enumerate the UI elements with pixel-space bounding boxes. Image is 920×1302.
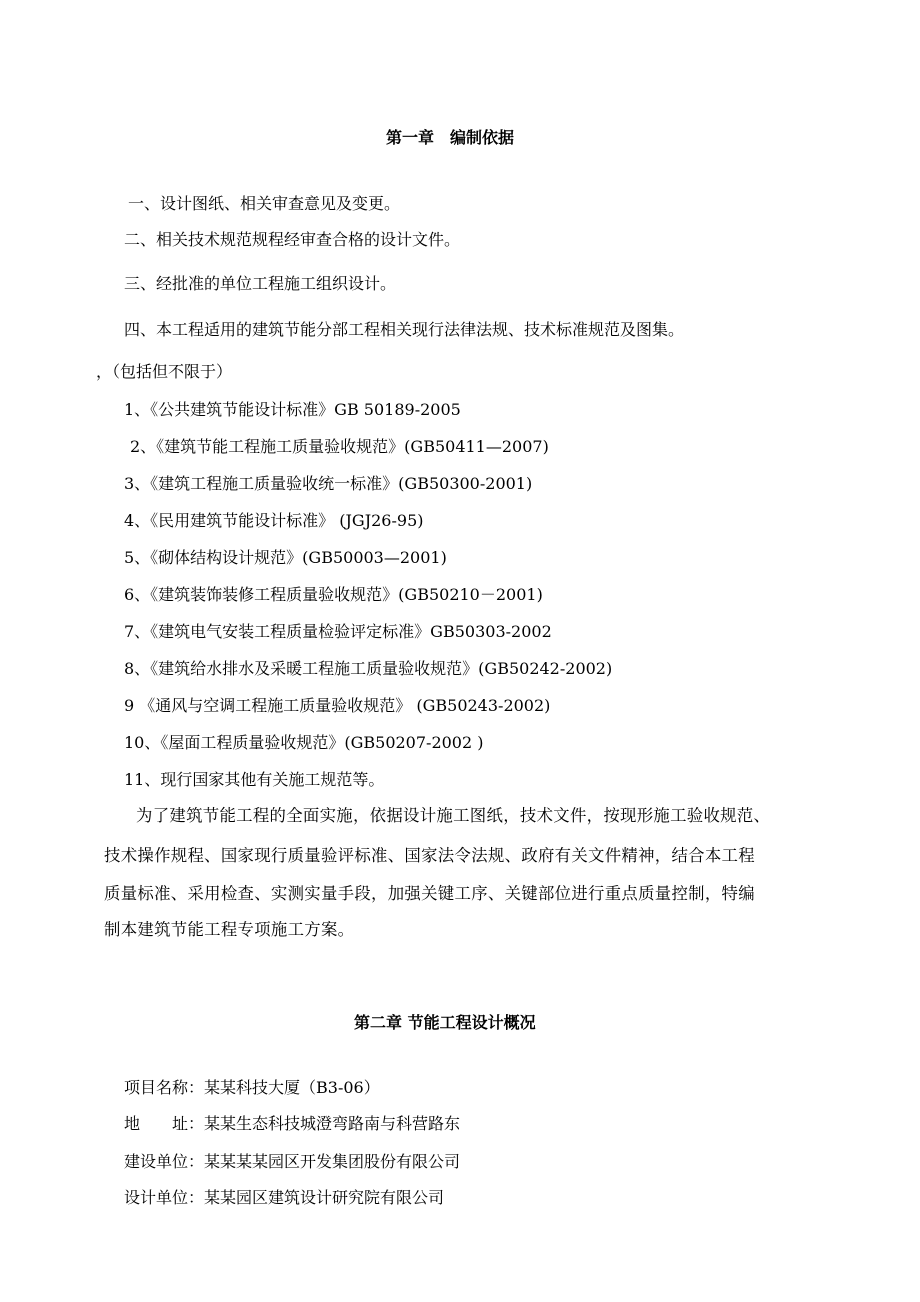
- project-name: 项目名称：某某科技大厦（B3-06）: [124, 1078, 380, 1097]
- standard-item: 8、《建筑给水排水及采暖工程施工质量验收规范》(GB50242-2002): [124, 659, 613, 678]
- chapter2-title: 第二章 节能工程设计概况: [354, 1013, 536, 1032]
- construction-unit: 建设单位：某某某某园区开发集团股份有限公司: [124, 1152, 461, 1171]
- basis-item-2: 二、相关技术规范规程经审查合格的设计文件。: [124, 230, 461, 249]
- summary-paragraph-line: 为了建筑节能工程的全面实施，依据设计施工图纸，技术文件，按现形施工验收规范、: [136, 806, 771, 825]
- standard-item: 1、《公共建筑节能设计标准》GB 50189-2005: [124, 400, 461, 419]
- standard-item: 6、《建筑装饰装修工程质量验收规范》(GB50210－2001): [124, 585, 543, 604]
- basis-item-4: 四、本工程适用的建筑节能分部工程相关现行法律法规、技术标准规范及图集。: [124, 320, 685, 339]
- basis-note: ，（包括但不限于）: [96, 362, 233, 381]
- summary-paragraph-line: 制本建筑节能工程专项施工方案。: [104, 920, 355, 939]
- standard-item: 4、《民用建筑节能设计标准》 (JGJ26-95): [124, 511, 424, 530]
- standard-item: 10、《屋面工程质量验收规范》(GB50207-2002 ): [124, 733, 484, 752]
- standard-item: 11、现行国家其他有关施工规范等。: [124, 770, 385, 789]
- design-unit: 设计单位：某某园区建筑设计研究院有限公司: [124, 1188, 445, 1207]
- basis-item-1: 一、设计图纸、相关审查意见及变更。: [128, 194, 401, 213]
- standard-item: 9 《通风与空调工程施工质量验收规范》 (GB50243-2002): [124, 696, 551, 715]
- standard-item: 5、《砌体结构设计规范》(GB50003—2001): [124, 548, 447, 567]
- standard-item: 7、《建筑电气安装工程质量检验评定标准》GB50303-2002: [124, 622, 552, 641]
- standard-item: 3、《建筑工程施工质量验收统一标准》(GB50300-2001): [124, 474, 533, 493]
- standard-item: 2、《建筑节能工程施工质量验收规范》(GB50411—2007): [130, 437, 549, 456]
- summary-paragraph-line: 质量标准、采用检查、实测实量手段，加强关键工序、关键部位进行重点质量控制，特编: [104, 884, 755, 903]
- project-address: 地 址：某某生态科技城澄弯路南与科营路东: [124, 1114, 461, 1133]
- summary-paragraph-line: 技术操作规程、国家现行质量验评标准、国家法令法规、政府有关文件精神，结合本工程: [104, 846, 755, 865]
- basis-item-3: 三、经批准的单位工程施工组织设计。: [124, 274, 397, 293]
- chapter1-title: 第一章 编制依据: [386, 128, 515, 147]
